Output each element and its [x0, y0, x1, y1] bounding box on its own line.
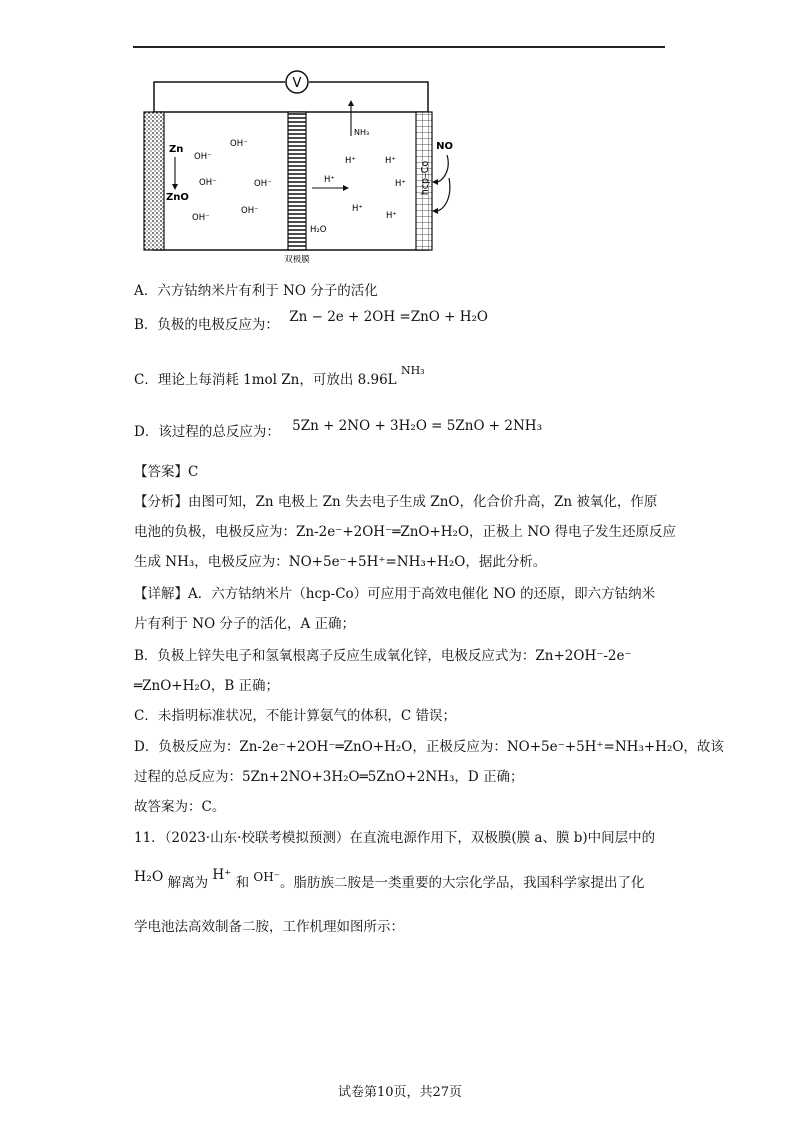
analysis-line: 电池的负极，电极反应为：Zn-2e⁻+2OH⁻═ZnO+H₂O，正极上 NO 得电子发生还原反应 — [134, 524, 677, 540]
option-d-formula: 5Zn + 2NO + 3H₂O = 5ZnO + 2NH₃ — [292, 418, 542, 434]
option-c-text: C．理论上每消耗 1mol Zn，可放出 8.96L — [134, 372, 397, 388]
detail-line: B．负极上锌失电子和氢氧根离子反应生成氧化锌，电极反应式为：Zn+2OH⁻-2e⁻ — [134, 648, 632, 664]
detail-line: ═ZnO+H₂O，B 正确； — [134, 678, 280, 694]
electrolysis-diagram — [140, 60, 453, 265]
analysis-line: 生成 NH₃，电极反应为：NO+5e⁻+5H⁺=NH₃+H₂O，据此分析。 — [134, 554, 547, 570]
h-ion: H⁺ — [395, 179, 406, 189]
h-ion: H⁺ — [352, 204, 363, 214]
q11-text: 和 — [235, 875, 250, 891]
h2o-label: H₂O — [310, 225, 327, 235]
external-circuit — [154, 71, 428, 112]
oh-ion: OH⁻ — [241, 206, 259, 216]
q11-text: 。脂肪族二胺是一类重要的大宗化学品，我国科学家提出了化 — [280, 875, 645, 891]
analysis-line: 【分析】由图可知，Zn 电极上 Zn 失去电子生成 ZnO，化合价升高，Zn 被氧化，作原 — [134, 494, 658, 510]
option-c — [134, 364, 425, 391]
option-b — [134, 309, 488, 335]
question-11-line: 学电池法高效制备二胺，工作机理如图所示： — [134, 919, 404, 935]
hcp-co-label: hcp–Co — [420, 160, 431, 196]
q11-ohminus: OH⁻ — [253, 870, 281, 884]
option-c-formula: NH₃ — [400, 364, 425, 377]
detail-line: 【详解】A．六方钴纳米片（hcp-Co）可应用于高效电催化 NO 的还原，即六方钴纳米 — [134, 586, 656, 602]
option-d — [134, 418, 542, 442]
q11-hplus: H⁺ — [212, 867, 232, 883]
nh3-label: NH₃ — [354, 128, 370, 137]
h-ion: H⁺ — [386, 211, 397, 221]
voltmeter-label: V — [292, 76, 302, 91]
detail-line: 故答案为：C。 — [134, 799, 226, 815]
no-label: NO — [436, 141, 453, 152]
h-ion-migrating: H⁺ — [324, 175, 335, 185]
option-a: A．六方钴纳米片有利于 NO 分子的活化 — [134, 283, 378, 299]
zn-electrode — [144, 112, 164, 250]
option-d-text: D．该过程的总反应为： — [134, 424, 280, 440]
question-11-line — [134, 867, 645, 893]
detail-line: 片有利于 NO 分子的活化，A 正确； — [134, 616, 356, 632]
zno-label: ZnO — [166, 192, 189, 203]
option-b-text: B．负极的电极反应为： — [134, 317, 279, 333]
oh-ion: OH⁻ — [192, 213, 210, 223]
question-11-line: 11．（2023·山东·校联考模拟预测）在直流电源作用下，双极膜(膜 a、膜 b)中间层中的 — [134, 830, 656, 846]
answer: 【答案】C — [134, 464, 199, 480]
h-ion: H⁺ — [385, 156, 396, 166]
q11-h2o: H₂O — [134, 869, 164, 885]
h-ion: H⁺ — [345, 156, 356, 166]
oh-ion: OH⁻ — [254, 179, 272, 189]
oh-ion: OH⁻ — [199, 178, 217, 188]
detail-line: 过程的总反应为：5Zn+2NO+3H₂O═5ZnO+2NH₃，D 正确； — [134, 769, 524, 785]
option-b-formula: Zn − 2e + 2OH =ZnO + H₂O — [289, 309, 488, 325]
bipolar-membrane — [288, 112, 306, 250]
q11-text: 解离为 — [167, 875, 209, 891]
page-footer: 试卷第10页，共27页 — [337, 1085, 463, 1100]
detail-line: D．负极反应为：Zn-2e⁻+2OH⁻═ZnO+H₂O，正极反应为：NO+5e⁻+5H⁺=NH₃+H₂O，故该 — [134, 739, 724, 755]
oh-ion: OH⁻ — [194, 152, 212, 162]
oh-ion: OH⁻ — [230, 139, 248, 149]
header-rule — [133, 46, 665, 48]
detail-line: C．未指明标准状况，不能计算氨气的体积，C 错误； — [134, 708, 456, 724]
membrane-label: 双极膜 — [284, 255, 310, 265]
zn-label: Zn — [169, 144, 184, 155]
